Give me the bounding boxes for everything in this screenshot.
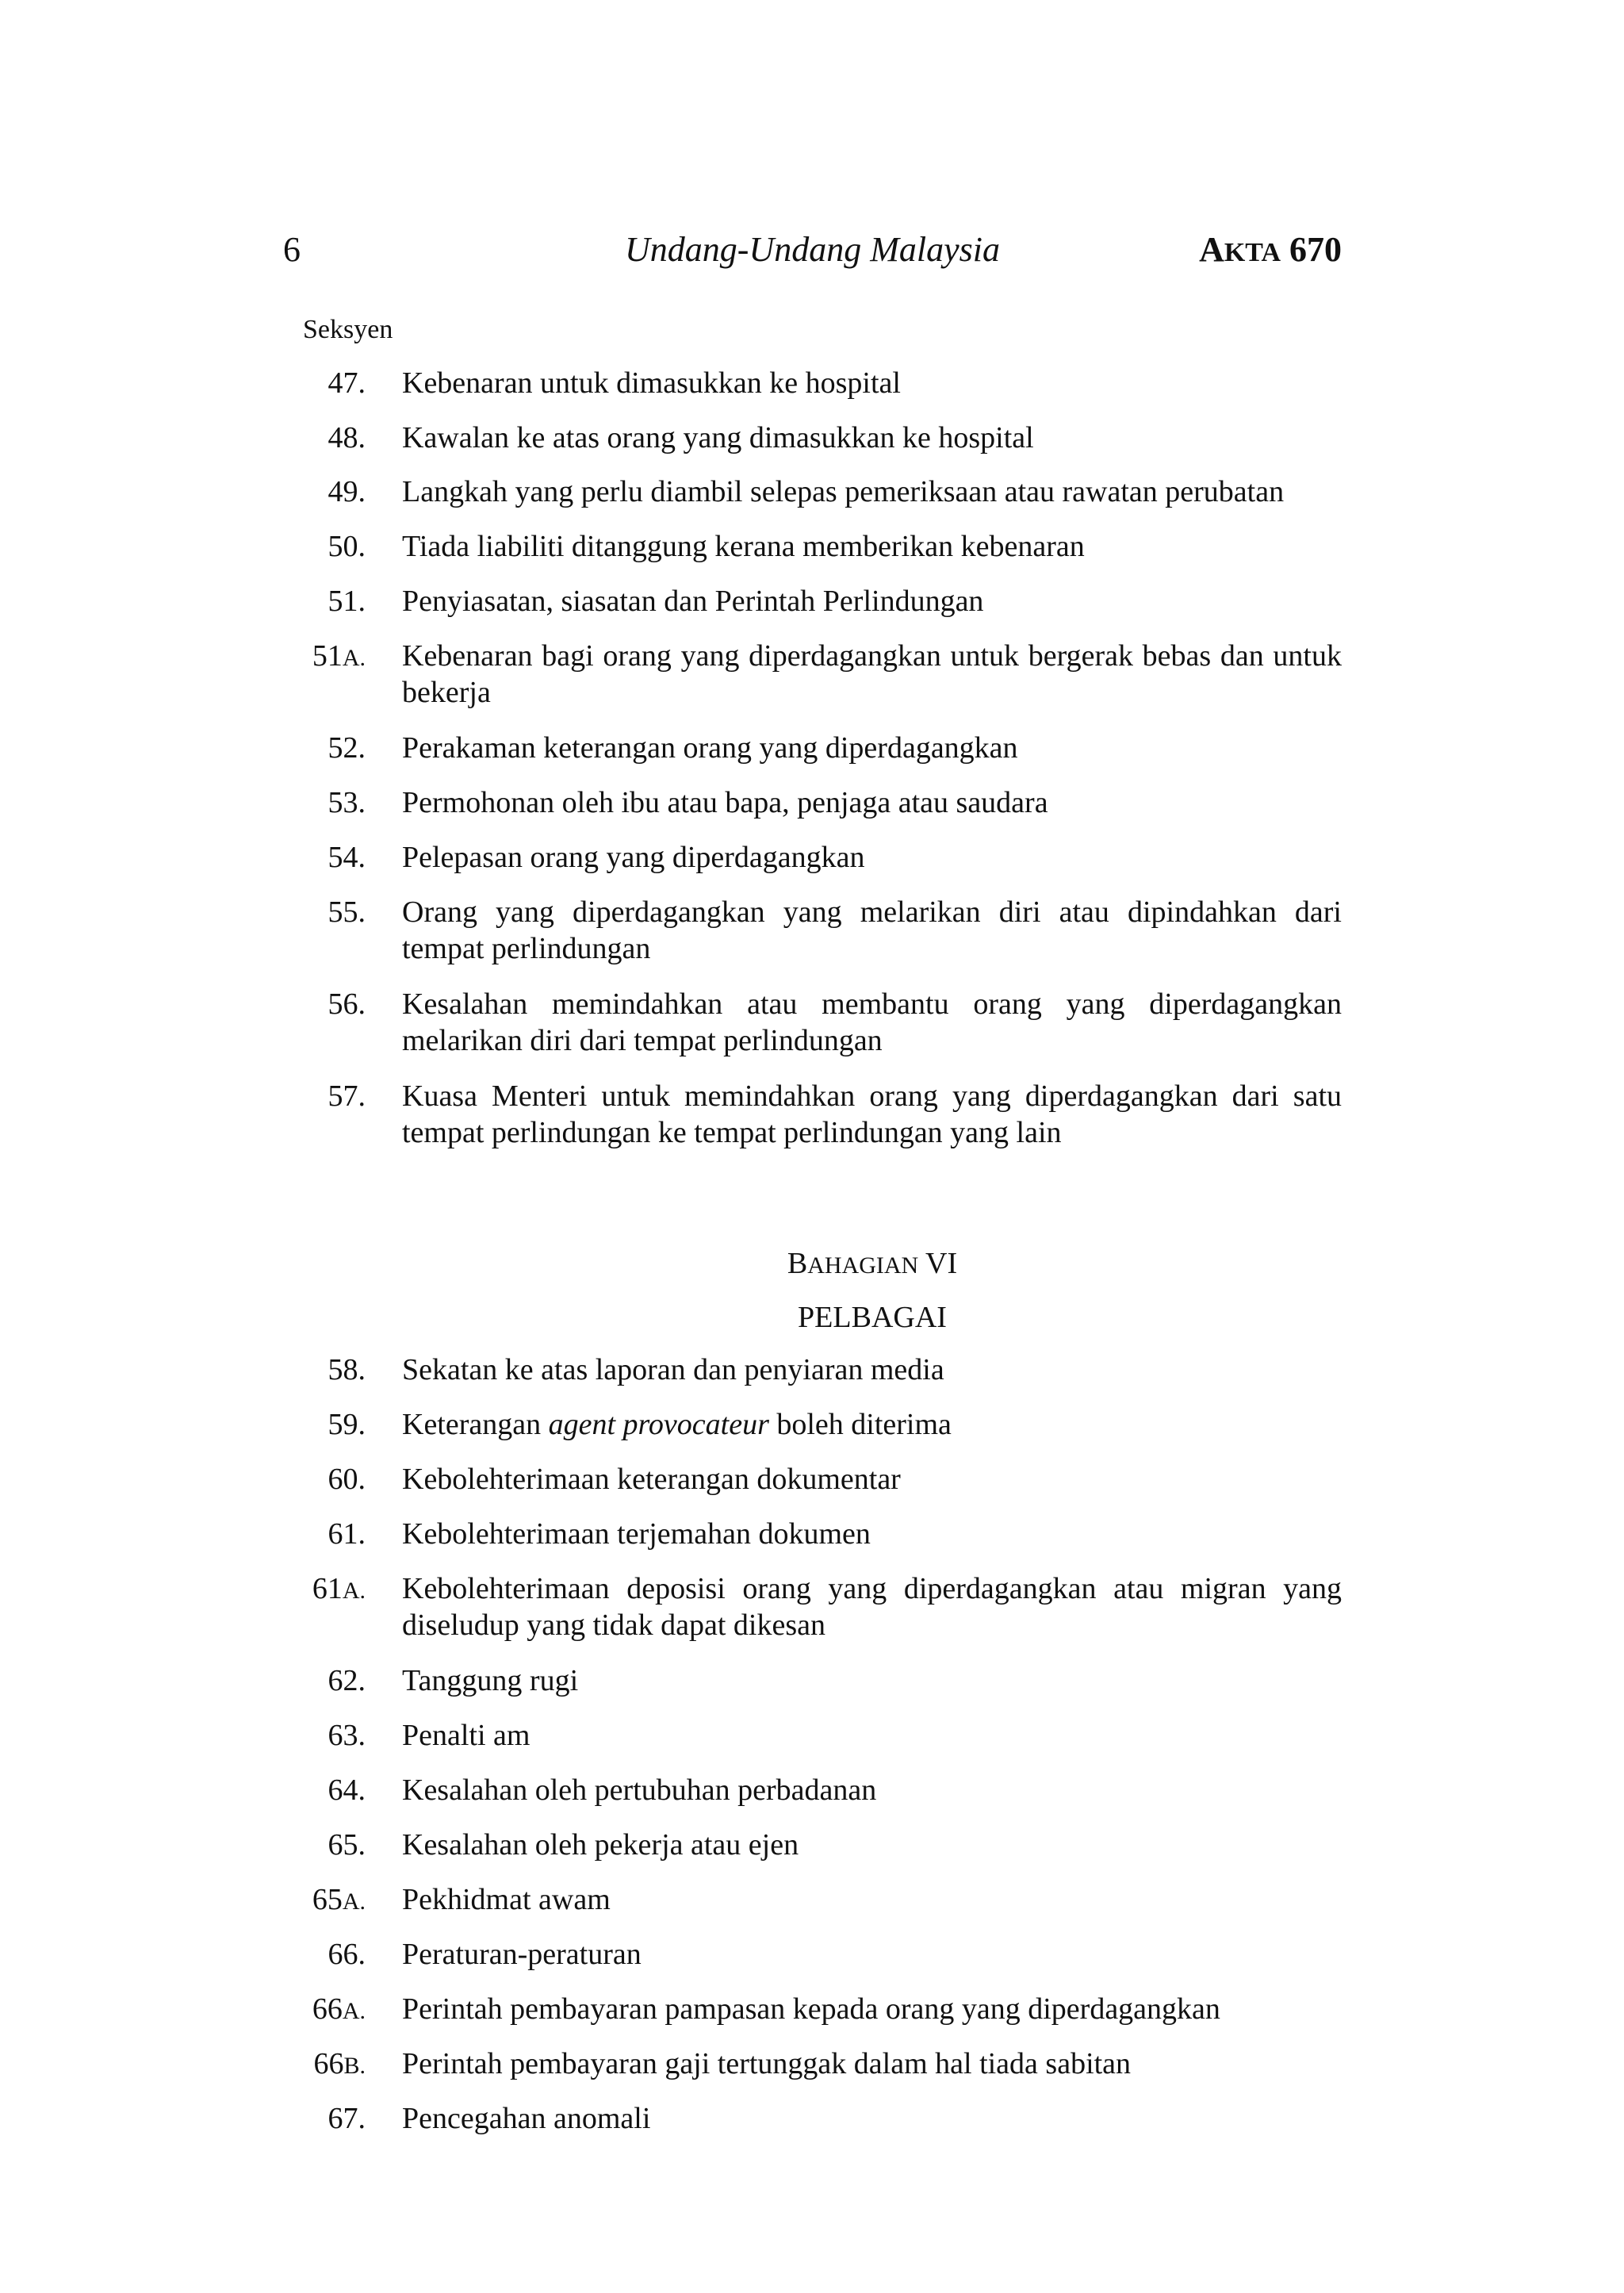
section-number [255, 894, 366, 930]
section-number-main: 66. [327, 1938, 366, 1971]
section-title: Kebenaran untuk dimasukkan ke hospital [402, 366, 901, 400]
section-title: Kesalahan oleh pekerja atau ejen [402, 1828, 799, 1862]
section-number-main: 64. [327, 1773, 366, 1807]
section-number [255, 474, 366, 510]
section-number-suffix: B. [343, 2053, 366, 2079]
section-title: Sekatan ke atas laporan dan penyiaran media [402, 1353, 944, 1386]
section-title: Tanggung rugi [402, 1664, 579, 1697]
section-number [255, 839, 366, 876]
part-heading [690, 1245, 1055, 1284]
section-title: Kebenaran bagi orang yang diperdagangkan untuk bergerak bebas dan untuk bekerja [402, 639, 1342, 709]
section-number-main: 55. [327, 895, 366, 929]
section-number [255, 1881, 366, 1920]
section-number-main: 61. [327, 1517, 366, 1551]
section-number [255, 1827, 366, 1863]
section-number [255, 420, 366, 456]
running-title: Undang-Undang Malaysia [625, 230, 1000, 269]
section-number [255, 1570, 366, 1609]
act-prefix-initial: A [1199, 230, 1224, 269]
section-number-main: 51 [312, 639, 343, 673]
section-number [255, 1352, 366, 1388]
section-title: Orang yang diperdagangkan yang melarikan diri atau dipindahkan dari tempat perlindungan [402, 895, 1342, 965]
section-number-main: 65. [327, 1828, 366, 1862]
section-title: Perintah pembayaran pampasan kepada orang yang diperdagangkan [402, 1992, 1220, 2026]
section-number [255, 2100, 366, 2137]
section-number [255, 1461, 366, 1497]
section-title: Permohonan oleh ibu atau bapa, penjaga atau saudara [402, 786, 1048, 819]
act-prefix-rest: KTA [1224, 238, 1281, 267]
section-number [255, 365, 366, 401]
section-number-main: 53. [327, 786, 366, 819]
section-title: Pencegahan anomali [402, 2102, 651, 2135]
section-number-main: 56. [327, 987, 366, 1021]
section-title: Kesalahan oleh pertubuhan perbadanan [402, 1773, 877, 1807]
section-number-main: 54. [327, 841, 366, 874]
section-title: Kawalan ke atas orang yang dimasukkan ke hospital [402, 421, 1034, 454]
section-title-italic-term: agent provocateur [548, 1408, 769, 1441]
section-number-main: 60. [327, 1463, 366, 1496]
section-number [255, 1717, 366, 1754]
section-number-main: 65 [312, 1883, 343, 1916]
section-number-main: 63. [327, 1719, 366, 1752]
section-number-main: 66 [312, 1992, 343, 2026]
section-number-suffix: A. [342, 1888, 366, 1915]
section-number [255, 1516, 366, 1552]
section-title-part: Keterangan [402, 1408, 549, 1441]
section-number-suffix: A. [342, 1578, 366, 1604]
section-number-main: 49. [327, 475, 366, 508]
section-number-main: 67. [327, 2102, 366, 2135]
section-title: Penalti am [402, 1719, 530, 1752]
section-number [255, 1662, 366, 1699]
page-number: 6 [283, 230, 301, 269]
section-title [402, 1406, 1342, 1443]
section-number-main: 52. [327, 731, 366, 765]
part-title-numeral: VI [925, 1247, 958, 1280]
section-number-suffix: A. [342, 1998, 366, 2024]
section-number [255, 1936, 366, 1973]
section-number [255, 638, 366, 677]
section-title: Pelepasan orang yang diperdagangkan [402, 841, 865, 874]
section-number [255, 1772, 366, 1808]
running-header [283, 222, 1342, 278]
section-title: Pekhidmat awam [402, 1883, 611, 1916]
section-number-main: 51. [327, 585, 366, 618]
column-label: Seksyen [303, 315, 393, 344]
section-number-main: 57. [327, 1079, 366, 1113]
section-title: Kebolehterimaan deposisi orang yang diperdagangkan atau migran yang diseludup yang tidak dapat dikesan [402, 1572, 1342, 1642]
section-title: Penyiasatan, siasatan dan Perintah Perlindungan [402, 585, 984, 618]
section-title-part: boleh diterima [768, 1408, 952, 1441]
section-number [255, 986, 366, 1022]
section-title: Langkah yang perlu diambil selepas pemeriksaan atau rawatan perubatan [402, 475, 1285, 508]
section-title: Kuasa Menteri untuk memindahkan orang yang diperdagangkan dari satu tempat perlindungan ke tempat perlindungan yang lain [402, 1079, 1342, 1149]
act-reference [1199, 222, 1342, 281]
section-title: Perintah pembayaran gaji tertunggak dalam hal tiada sabitan [402, 2047, 1132, 2080]
section-number [255, 730, 366, 766]
section-number-main: 62. [327, 1664, 366, 1697]
section-number-main: 50. [327, 530, 366, 563]
section-title: Perakaman keterangan orang yang diperdagangkan [402, 731, 1018, 765]
section-number [255, 1406, 366, 1443]
section-title: Tiada liabiliti ditanggung kerana memberikan kebenaran [402, 530, 1085, 563]
section-number-main: 58. [327, 1353, 366, 1386]
section-number-main: 66 [313, 2047, 344, 2080]
section-number-main: 48. [327, 421, 366, 454]
section-number-main: 59. [327, 1408, 366, 1441]
section-number [255, 583, 366, 619]
section-number [255, 1991, 366, 2030]
section-title: Peraturan-peraturan [402, 1938, 642, 1971]
act-number: 670 [1289, 230, 1342, 269]
part-subtitle: PELBAGAI [798, 1301, 947, 1334]
section-number-main: 61 [312, 1572, 343, 1605]
section-number [255, 2046, 366, 2084]
section-number [255, 1078, 366, 1114]
section-title: Kesalahan memindahkan atau membantu orang yang diperdagangkan melarikan diri dari tempat perlindungan [402, 987, 1342, 1057]
section-number [255, 784, 366, 821]
part-title-initial: B [787, 1247, 808, 1280]
section-title: Kebolehterimaan keterangan dokumentar [402, 1463, 901, 1496]
section-number-suffix: A. [342, 645, 366, 671]
part-title-rest: AHAGIAN [807, 1252, 919, 1279]
section-number [255, 528, 366, 565]
section-title: Kebolehterimaan terjemahan dokumen [402, 1517, 871, 1551]
section-number-main: 47. [327, 366, 366, 400]
